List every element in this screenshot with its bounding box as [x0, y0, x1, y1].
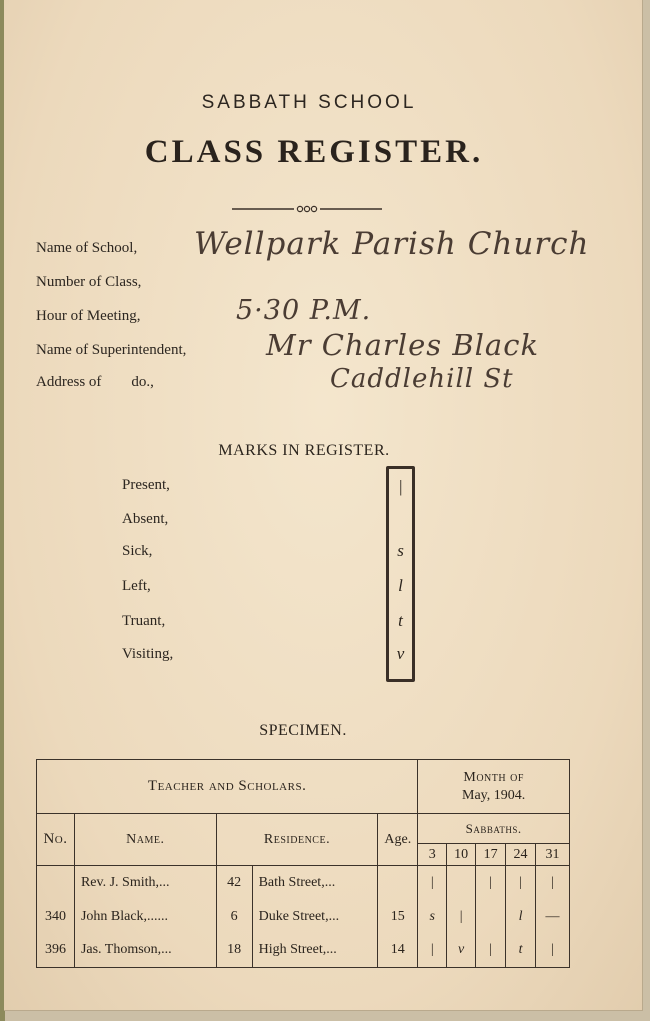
- sabbaths-header: Sabbaths.: [418, 814, 570, 844]
- row-name: Jas. Thomson,...: [74, 934, 216, 968]
- row-house-number: 42: [216, 866, 252, 900]
- row-mark: t: [506, 934, 536, 968]
- row-age: 14: [378, 934, 418, 968]
- field-label-school: Name of School,: [36, 240, 138, 256]
- row-no: 340: [37, 900, 75, 934]
- row-mark: s: [418, 900, 447, 934]
- row-mark: |: [418, 866, 447, 900]
- row-mark: |: [418, 934, 447, 968]
- date-header: 17: [476, 844, 506, 866]
- col-no-header: No.: [37, 814, 75, 866]
- date-header: 31: [536, 844, 570, 866]
- col-name-header: Name.: [74, 814, 216, 866]
- page-title: CLASS REGISTER.: [144, 134, 484, 170]
- mark-label-left: Left,: [122, 578, 151, 594]
- row-mark: |: [506, 866, 536, 900]
- row-mark: [447, 866, 476, 900]
- mark-symbol-present: |: [398, 477, 403, 496]
- row-name: John Black,......: [74, 900, 216, 934]
- page-subtitle: SABBATH SCHOOL: [201, 92, 417, 113]
- mark-label-truant: Truant,: [122, 613, 166, 629]
- month-header: [418, 760, 570, 814]
- row-street: Bath Street,...: [252, 866, 378, 900]
- specimen-title: SPECIMEN.: [259, 722, 347, 739]
- field-value-hour: 5·30 P.M.: [236, 295, 372, 326]
- field-value-address: Caddlehill St: [330, 364, 514, 394]
- mark-label-sick: Sick,: [122, 543, 153, 559]
- col-residence-header: Residence.: [216, 814, 378, 866]
- month-label: Month of: [463, 769, 524, 785]
- row-mark: —: [536, 900, 570, 934]
- date-header: 3: [418, 844, 447, 866]
- row-mark: |: [536, 934, 570, 968]
- mark-label-present: Present,: [122, 477, 170, 493]
- mark-symbol-visiting: v: [396, 644, 405, 663]
- row-mark: v: [447, 934, 476, 968]
- row-age: 15: [378, 900, 418, 934]
- mark-label-absent: Absent,: [122, 511, 169, 527]
- field-label-address: Address of do.,: [36, 374, 154, 390]
- row-no: 396: [37, 934, 75, 968]
- row-no: [37, 866, 75, 900]
- field-value-superintendent: Mr Charles Black: [266, 328, 540, 362]
- date-header: 24: [506, 844, 536, 866]
- ornament-divider: [232, 204, 382, 214]
- row-mark: |: [536, 866, 570, 900]
- row-mark: |: [447, 900, 476, 934]
- field-label-superintendent: Name of Superintendent,: [36, 342, 187, 358]
- specimen-table: [36, 759, 570, 968]
- field-value-school: Wellpark Parish Church: [194, 226, 590, 262]
- row-street: Duke Street,...: [252, 900, 378, 934]
- teacher-scholars-header: Teacher and Scholars.: [37, 760, 418, 814]
- mark-label-visiting: Visiting,: [122, 646, 174, 662]
- row-mark: |: [476, 934, 506, 968]
- month-value: May, 1904.: [462, 787, 526, 803]
- col-age-header: Age.: [378, 814, 418, 866]
- date-header: 10: [447, 844, 476, 866]
- row-house-number: 18: [216, 934, 252, 968]
- field-label-class: Number of Class,: [36, 274, 142, 290]
- table-row: [37, 866, 570, 900]
- row-house-number: 6: [216, 900, 252, 934]
- row-age: [378, 866, 418, 900]
- row-mark: l: [506, 900, 536, 934]
- row-street: High Street,...: [252, 934, 378, 968]
- field-label-hour: Hour of Meeting,: [36, 308, 141, 324]
- mark-symbol-truant: t: [398, 611, 403, 630]
- row-name: Rev. J. Smith,...: [74, 866, 216, 900]
- mark-symbol-left: l: [398, 576, 403, 595]
- mark-symbol-sick: s: [397, 541, 404, 560]
- register-page: [4, 0, 643, 1011]
- marks-title: MARKS IN REGISTER.: [218, 442, 390, 459]
- table-row: [37, 934, 570, 968]
- row-mark: [476, 900, 506, 934]
- table-row: [37, 900, 570, 934]
- row-mark: |: [476, 866, 506, 900]
